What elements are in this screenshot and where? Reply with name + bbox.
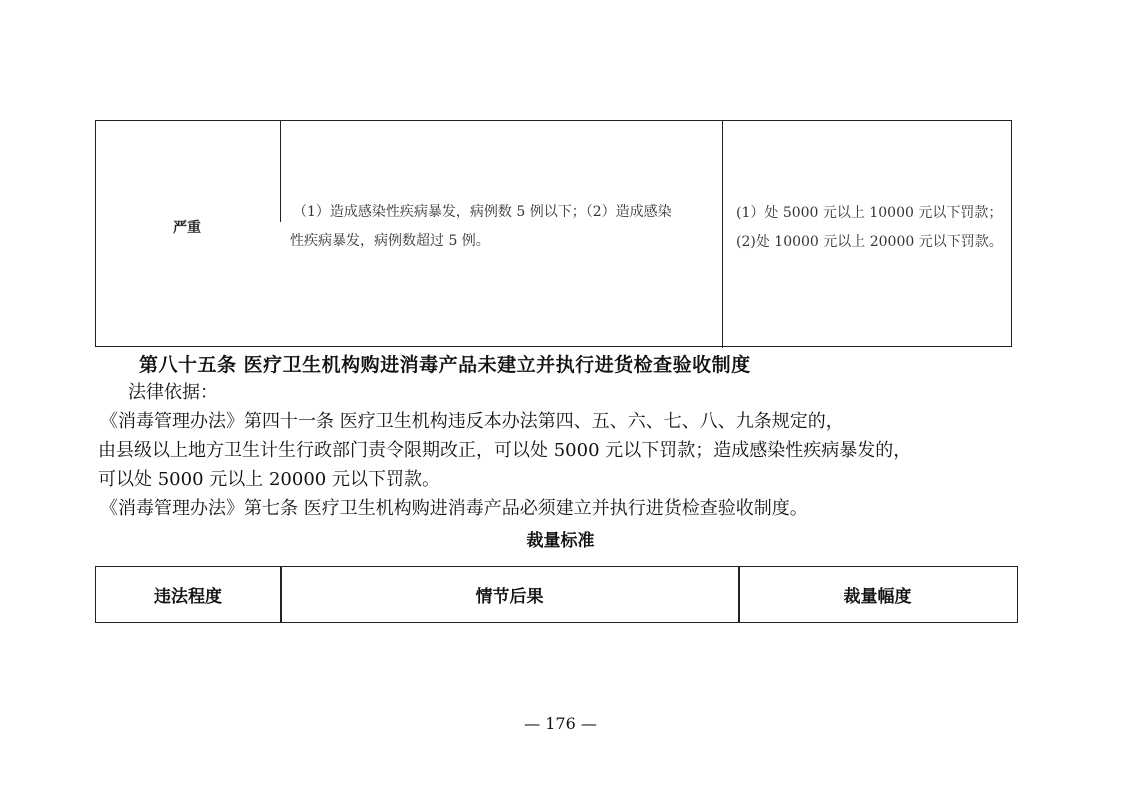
header-circumstances: 情节后果 xyxy=(475,587,544,607)
standard-title: 裁量标准 xyxy=(526,531,595,551)
header-penalty-range: 裁量幅度 xyxy=(843,587,912,607)
penalty-table-continuation xyxy=(95,120,1012,347)
circumstances-line: 性疾病暴发，病例数超过 5 例。 xyxy=(290,233,490,249)
paragraph-line: 《消毒管理办法》第七条 医疗卫生机构购进消毒产品必须建立并执行进货检查验收制度。 xyxy=(100,498,808,519)
paragraph-line: 可以处 5000 元以上 20000 元以下罚款。 xyxy=(98,469,440,490)
legal-basis-label: 法律依据： xyxy=(128,382,218,403)
penalty-line: (1）处 5000 元以上 10000 元以下罚款； xyxy=(736,205,1003,221)
article-title: 第八十五条 医疗卫生机构购进消毒产品未建立并执行进货检查验收制度 xyxy=(139,354,751,376)
header-violation-degree: 违法程度 xyxy=(154,587,222,607)
column-divider xyxy=(280,121,281,222)
page-number: — 176 — xyxy=(524,714,597,733)
circumstances-line: （1）造成感染性疾病暴发，病例数 5 例以下；（2）造成感染 xyxy=(293,204,672,220)
penalty-line: (2)处 10000 元以上 20000 元以下罚款。 xyxy=(736,234,1003,250)
column-divider xyxy=(722,121,723,348)
paragraph-line: 《消毒管理办法》第四十一条 医疗卫生机构违反本办法第四、五、六、七、八、九条规定的， xyxy=(100,411,844,432)
paragraph-line: 由县级以上地方卫生计生行政部门责令限期改正，可以处 5000 元以下罚款；造成感染性疾病暴发的， xyxy=(98,440,912,461)
severity-level: 严重 xyxy=(173,220,201,236)
standard-header-table xyxy=(95,566,1018,623)
